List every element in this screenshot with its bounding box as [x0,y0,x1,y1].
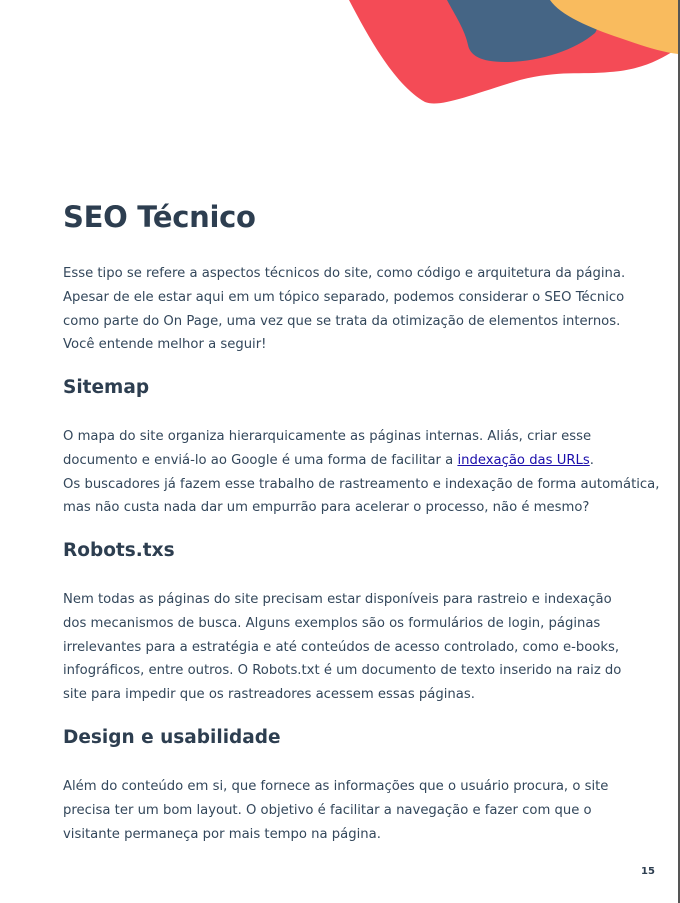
section-heading-robots: Robots.txs [63,540,175,561]
indexacao-urls-link[interactable]: indexação das URLs [457,452,590,468]
text-line: site para impedir que os rastreadores acessem essas páginas. [63,687,475,703]
text-line: Além do conteúdo em si, que fornece as informações que o usuário procura, o site [63,779,609,794]
sitemap-paragraph [63,425,659,520]
text-span: documento e enviá-lo ao Google é uma forma de facilitar a [63,452,458,468]
robots-paragraph [63,588,621,707]
text-line: mas não custa nada dar um empurrão para acelerar o processo, não é mesmo? [63,500,590,516]
decorative-blob-shapes [0,0,680,120]
page-title: SEO Técnico [63,200,256,234]
text-line: visitante permaneça por mais tempo na página. [63,826,381,842]
section-heading-design: Design e usabilidade [63,727,281,748]
text-line: irrelevantes para a estratégia e até conteúdos de acesso controlado, como e-books, [63,639,620,655]
text-line: dos mecanismos de busca. Alguns exemplos são os formulários de login, páginas [63,615,601,631]
text-line: Esse tipo se refere a aspectos técnicos do site, como código e arquitetura da página. [63,266,626,281]
text-line: infográficos, entre outros. O Robots.txt é um documento de texto inserido na raiz do [63,663,622,679]
text-line: precisa ter um bom layout. O objetivo é facilitar a navegação e fazer com que o [63,802,592,818]
design-paragraph [63,775,608,846]
section-heading-sitemap: Sitemap [63,377,150,398]
text-line: O mapa do site organiza hierarquicamente as páginas internas. Aliás, criar esse [63,429,592,444]
text-span: . [589,452,594,468]
text-line: Você entende melhor a seguir! [63,337,267,353]
text-line: Os buscadores já fazem esse trabalho de rastreamento e indexação de forma automática, [63,476,660,492]
page-number: 15 [641,866,655,877]
text-line: Apesar de ele estar aqui em um tópico separado, podemos considerar o SEO Técnico [63,289,625,305]
text-line: Nem todas as páginas do site precisam estar disponíveis para rastreio e indexação [63,592,612,607]
text-line: como parte do On Page, uma vez que se trata da otimização de elementos internos. [63,313,621,329]
intro-paragraph [63,262,625,357]
text-line [63,449,659,473]
